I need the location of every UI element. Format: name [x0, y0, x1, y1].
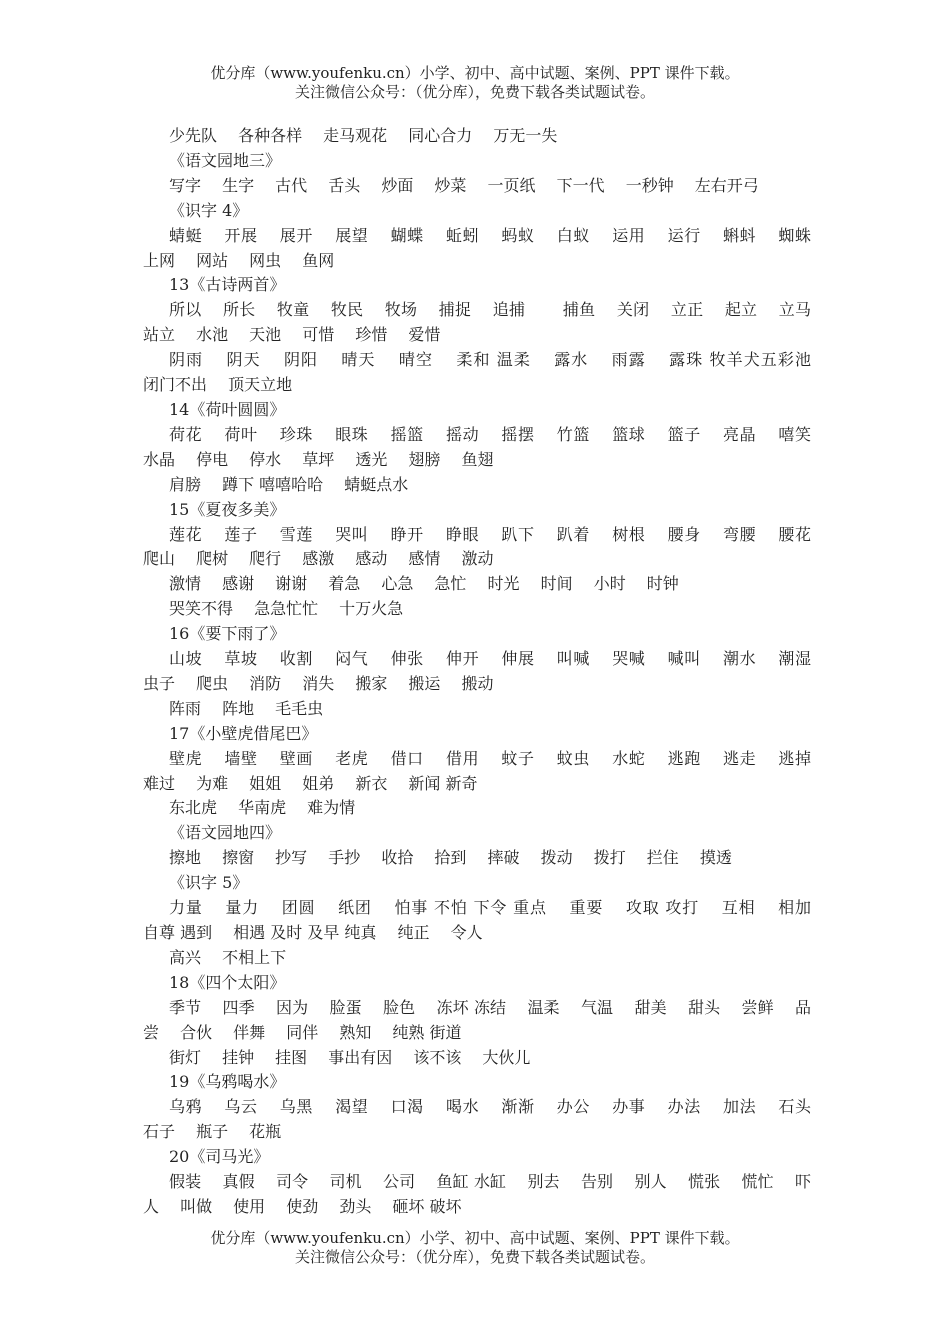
word-list-paragraph: 山坡 草坡 收割 闷气 伸张 伸开 伸展 叫喊 哭喊 喊叫 潮水 潮湿 虫子 爬虫 消防 消失 搬家 搬运 搬动	[143, 649, 833, 693]
word-list-paragraph: 假装 真假 司令 司机 公司 鱼缸 水缸 别去 告别 别人 慌张 慌忙 吓人 叫做 使用 使劲 劲头 砸坏 破坏	[143, 1172, 811, 1216]
word-list-paragraph: 街灯 挂钟 挂图 事出有因 该不该 大伙儿	[169, 1047, 531, 1067]
lesson-title: 20《司马光》	[169, 1147, 270, 1167]
lesson-title: 《语文园地四》	[169, 823, 282, 843]
word-list-paragraph: 高兴 不相上下	[169, 947, 287, 967]
lesson-title: 17《小壁虎借尾巴》	[169, 723, 318, 743]
word-list-paragraph: 擦地 擦窗 抄写 手抄 收拾 拾到 摔破 拨动 拨打 拦住 摸透	[169, 848, 732, 868]
word-list-paragraph: 季节 四季 因为 脸蛋 脸色 冻坏 冻结 温柔 气温 甜美 甜头 尝鲜 品尝 合伙 伴舞 同伴 熟知 纯熟 街道	[143, 997, 811, 1042]
footer-line-2: 关注微信公众号：（优分库），免费下载各类试题试卷。	[294, 1248, 655, 1266]
page-footer	[0, 1229, 950, 1267]
vocabulary-list	[143, 124, 860, 1220]
word-list-paragraph: 阵雨 阵地 毛毛虫	[169, 698, 324, 718]
word-list-paragraph: 少先队 各种各样 走马观花 同心合力 万无一失	[169, 126, 558, 145]
lesson-title: 《语文园地三》	[169, 150, 282, 170]
word-list-paragraph: 莲花 莲子 雪莲 哭叫 睁开 睁眼 趴下 趴着 树根 腰身 弯腰 腰花 爬山 爬树 爬行 感激 感动 感情 激动	[143, 524, 833, 569]
word-list-paragraph: 壁虎 墙壁 壁画 老虎 借口 借用 蚊子 蚊虫 水蛇 逃跑 逃走 逃掉 难过 为难 姐姐 姐弟 新衣 新闻 新奇	[143, 748, 833, 793]
lesson-title: 14《荷叶圆圆》	[169, 399, 286, 419]
word-list-paragraph: 蜻蜓 开展 展开 展望 蝴蝶 蚯蚓 蚂蚁 白蚁 运用 运行 蝌蚪 蜘蛛 上网 网站 网虫 鱼网	[143, 225, 833, 270]
lesson-title: 《识字 4》	[169, 200, 249, 220]
word-list-paragraph: 阴雨 阴天 阴阳 晴天 晴空 柔和 温柔 露水 雨露 露珠 牧羊犬五彩池 闭门不出 顶天立地	[143, 350, 860, 395]
word-list-paragraph: 所以 所长 牧童 牧民 牧场 捕捉 追捕 捕鱼 关闭 立正 起立 立马 站立 水池 天池 可惜 珍惜 爱惜	[143, 300, 833, 345]
word-list-paragraph: 乌鸦 乌云 乌黑 渴望 口渴 喝水 渐渐 办公 办事 办法 加法 石头 石子 瓶子 花瓶	[143, 1097, 849, 1142]
page-header	[0, 64, 950, 102]
lesson-title: 16《要下雨了》	[169, 624, 286, 644]
lesson-title: 18《四个太阳》	[169, 972, 286, 992]
word-list-paragraph: 哭笑不得 急急忙忙 十万火急	[169, 599, 404, 619]
footer-line-1: 优分库（www.youfenku.cn）小学、初中、高中试题、案例、PPT 课件下载。	[210, 1229, 740, 1247]
word-list-paragraph: 肩膀 蹲下 嘻嘻哈哈 蜻蜓点水	[169, 474, 409, 494]
lesson-title: 19《乌鸦喝水》	[169, 1072, 286, 1092]
header-line-2: 关注微信公众号：（优分库），免费下载各类试题试卷。	[294, 83, 655, 101]
word-list-paragraph: 激情 感谢 谢谢 着急 心急 急忙 时光 时间 小时 时钟	[169, 574, 679, 594]
lesson-title: 15《夏夜多美》	[169, 499, 286, 519]
lesson-title: 《识字 5》	[169, 873, 249, 893]
word-list-paragraph: 写字 生字 古代 舌头 炒面 炒菜 一页纸 下一代 一秒钟 左右开弓	[169, 175, 759, 195]
header-line-1: 优分库（www.youfenku.cn）小学、初中、高中试题、案例、PPT 课件下载。	[210, 64, 740, 82]
lesson-title: 13《古诗两首》	[169, 275, 286, 295]
word-list-paragraph: 力量 量力 团圆 纸团 怕事 不怕 下令 重点 重要 攻取 攻打 互相 相加 自尊 遇到 相遇 及时 及早 纯真 纯正 令人	[143, 898, 833, 942]
word-list-paragraph: 荷花 荷叶 珍珠 眼珠 摇篮 摇动 摇摆 竹篮 篮球 篮子 亮晶 嘻笑 水晶 停电 停水 草坪 透光 翅膀 鱼翅	[143, 424, 833, 469]
word-list-paragraph: 东北虎 华南虎 难为情	[169, 798, 356, 818]
